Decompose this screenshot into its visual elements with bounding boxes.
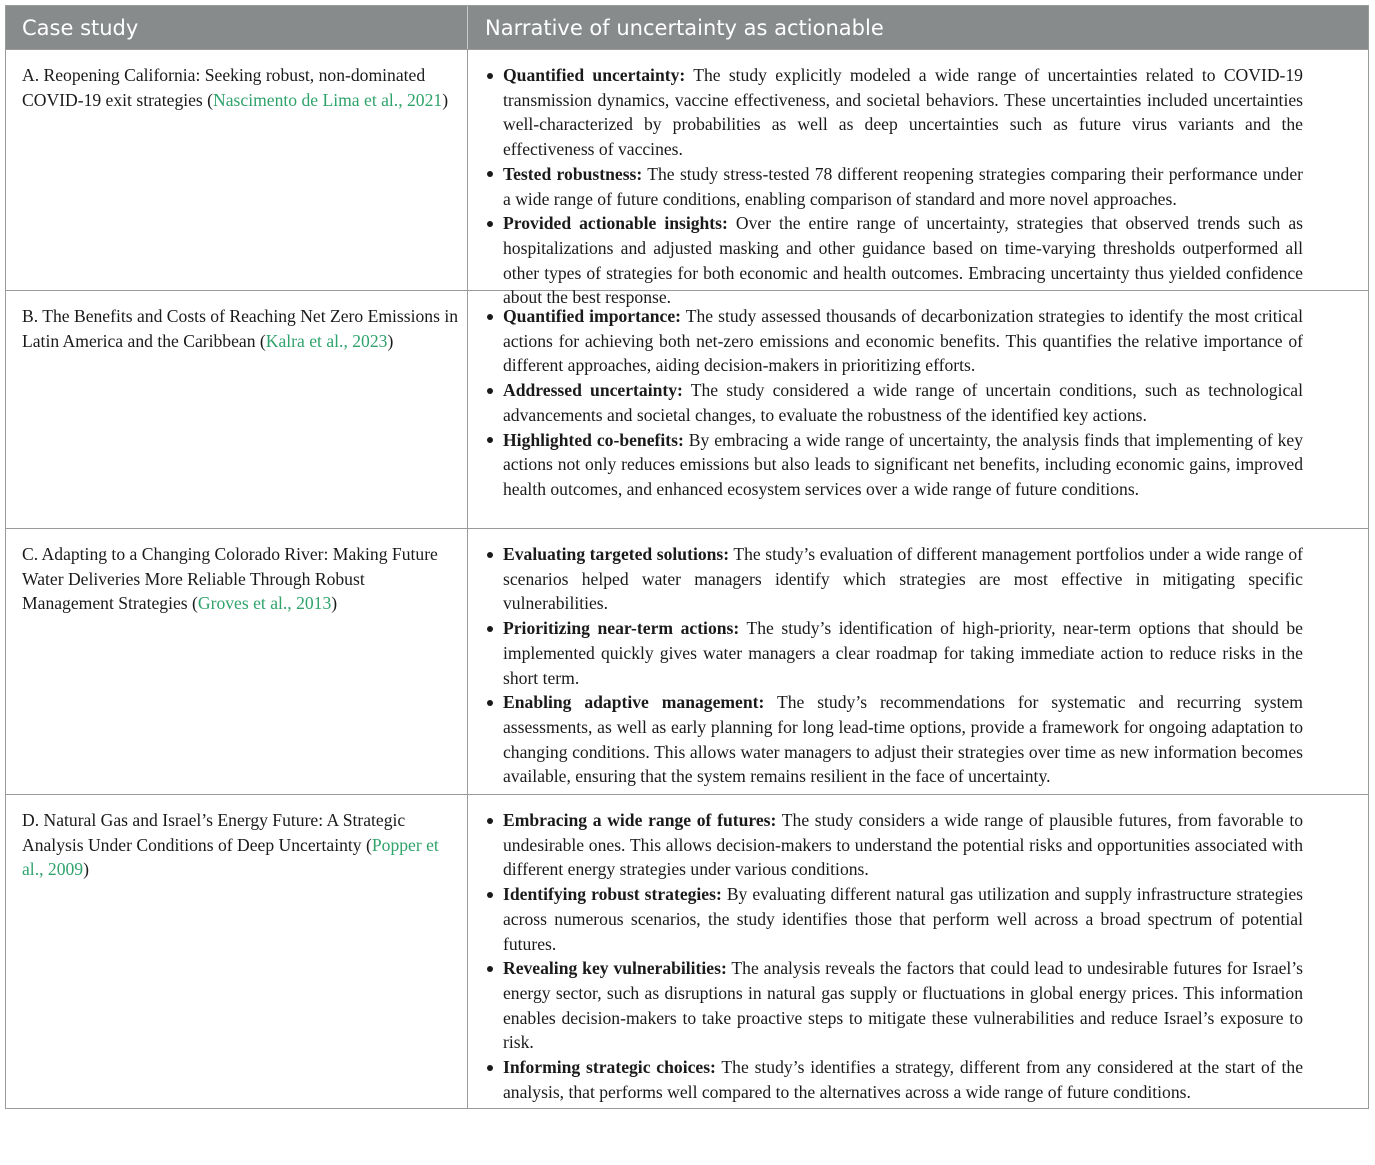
bullet-text: The study’s evaluation of different management portfolios under a wide range of scenarios helped water managers identify which strategies are most effective in mitigating specific vulnerabilities. bbox=[503, 544, 1303, 614]
list-item bbox=[486, 956, 1303, 1055]
bullet-icon bbox=[487, 73, 493, 79]
bullet-icon bbox=[487, 966, 493, 972]
bullet-text: The study considered a wide range of uncertain conditions, such as technological advancements and societal changes, to evaluate the robustness of the identified key actions. bbox=[503, 380, 1303, 425]
bullet-text: The analysis reveals the factors that could lead to undesirable futures for Israel’s energy sector, such as disruptions in natural gas supply or fluctuations in global energy prices. This information enables decision-makers to take proactive steps to mitigate these vulnerabilities and reduce Israel’s exposure to risk. bbox=[503, 958, 1303, 1053]
bullet-icon bbox=[487, 314, 493, 320]
case-title: D. Natural Gas and Israel’s Energy Future: A Strategic Analysis Under Conditions of Deep Uncertainty ( bbox=[22, 810, 406, 855]
bullet-title: Identifying robust strategies: bbox=[503, 884, 722, 905]
bullet-title: Prioritizing near-term actions: bbox=[503, 618, 740, 639]
bullet-icon bbox=[487, 892, 493, 898]
bullet-icon bbox=[487, 221, 493, 227]
bullet-text: The study’s identification of high-priority, near-term options that should be implemented quickly gives water managers a clear roadmap for taking immediate action to reduce risks in the short term. bbox=[503, 618, 1303, 688]
citation-link[interactable]: Nascimento de Lima et al., 2021 bbox=[213, 89, 443, 110]
header-narrative: Narrative of uncertainty as actionable bbox=[485, 16, 884, 40]
list-item bbox=[486, 304, 1303, 378]
case-title-end: ) bbox=[331, 593, 338, 614]
case-study-cell bbox=[6, 795, 468, 1108]
case-study-cell bbox=[6, 529, 468, 794]
list-item bbox=[486, 616, 1303, 690]
narrative-cell bbox=[468, 50, 1368, 308]
list-item bbox=[486, 690, 1303, 789]
list-item bbox=[486, 211, 1303, 310]
case-study-cell bbox=[6, 291, 468, 528]
bullet-icon bbox=[487, 388, 493, 394]
citation-link[interactable]: Groves et al., 2013 bbox=[197, 593, 332, 614]
bullet-text: Over the entire range of uncertainty, strategies that observed trends such as hospitalizations and adjusted masking and other guidance based on time-varying thresholds outperformed all other types of strategies for both economic and health outcomes. Embracing uncertainty thus yielded confidence about the best response. bbox=[503, 213, 1303, 308]
bullet-title: Tested robustness: bbox=[503, 163, 643, 184]
bullet-title: Revealing key vulnerabilities: bbox=[503, 958, 727, 979]
citation-link[interactable]: Kalra et al., 2023 bbox=[265, 330, 388, 351]
list-item bbox=[486, 1055, 1303, 1104]
bullet-icon bbox=[487, 437, 493, 443]
bullet-title: Quantified importance: bbox=[503, 306, 682, 326]
bullet-icon bbox=[487, 626, 493, 632]
bullet-text: The study considers a wide range of plausible futures, from favorable to undesirable ones. This allows decision-makers to understand the potential risks and opportunities associated with different energy strategies under various conditions. bbox=[503, 810, 1303, 880]
bullet-title: Informing strategic choices: bbox=[503, 1057, 716, 1078]
citation-link[interactable]: Popper et al., 2009 bbox=[22, 834, 439, 880]
bullet-icon bbox=[487, 171, 493, 177]
bullet-title: Highlighted co-benefits: bbox=[503, 429, 684, 450]
list-item bbox=[486, 882, 1303, 956]
list-item bbox=[486, 378, 1303, 427]
bullet-title: Evaluating targeted solutions: bbox=[503, 544, 730, 564]
table-row bbox=[6, 794, 1368, 1108]
narrative-cell bbox=[468, 291, 1368, 528]
case-title: B. The Benefits and Costs of Reaching Net Zero Emissions in Latin America and the Caribbean ( bbox=[22, 306, 459, 351]
case-title-end: ) bbox=[387, 330, 394, 351]
table-row bbox=[6, 528, 1368, 794]
bullet-title: Addressed uncertainty: bbox=[503, 380, 683, 401]
bullet-text: By embracing a wide range of uncertainty, the analysis finds that implementing of key actions not only reduces emissions but also leads to significant net benefits, including economic gains, improved health outcomes, and enhanced ecosystem services over a wide range of future conditions. bbox=[503, 429, 1303, 499]
case-study-table bbox=[5, 5, 1369, 1109]
bullet-text: By evaluating different natural gas utilization and supply infrastructure strategies across numerous scenarios, the study identifies those that perform well across a broad spectrum of potential futures. bbox=[503, 884, 1303, 954]
bullet-text: The study assessed thousands of decarbonization strategies to identify the most critical actions for achieving both net-zero emissions and economic benefits. This quantifies the relative importance of different approaches, aiding decision-makers in prioritizing efforts. bbox=[503, 306, 1303, 376]
bullet-title: Enabling adaptive management: bbox=[503, 692, 765, 713]
narrative-cell bbox=[468, 795, 1368, 1108]
table-row bbox=[6, 290, 1368, 528]
table-header bbox=[6, 6, 1368, 49]
list-item bbox=[486, 808, 1303, 882]
bullet-title: Embracing a wide range of futures: bbox=[503, 810, 777, 830]
bullet-text: The study’s identifies a strategy, different from any considered at the start of the analysis, that performs well compared to the alternatives across a wide range of future conditions. bbox=[503, 1057, 1303, 1102]
bullet-title: Quantified uncertainty: bbox=[503, 65, 686, 85]
bullet-icon bbox=[487, 700, 493, 706]
list-item bbox=[486, 542, 1303, 616]
bullet-icon bbox=[487, 818, 493, 824]
table-row bbox=[6, 49, 1368, 308]
bullet-title: Provided actionable insights: bbox=[503, 213, 728, 234]
case-title-end: ) bbox=[83, 859, 89, 880]
case-title: C. Adapting to a Changing Colorado River: Making Future Water Deliveries More Reliable Through Robust Management Strategies ( bbox=[22, 544, 438, 614]
case-title: A. Reopening California: Seeking robust, non-dominated COVID-19 exit strategies ( bbox=[22, 65, 426, 110]
bullet-icon bbox=[487, 1065, 493, 1071]
header-case-study: Case study bbox=[6, 6, 468, 49]
case-study-cell bbox=[6, 50, 468, 290]
list-item bbox=[486, 428, 1303, 502]
narrative-cell bbox=[468, 529, 1368, 794]
bullet-text: The study explicitly modeled a wide range of uncertainties related to COVID-19 transmission dynamics, vaccine effectiveness, and societal behaviors. These uncertainties included uncertainties well-characterized by probabilities as well as deep uncertainties such as future virus variants and the effectiveness of vaccines. bbox=[503, 65, 1303, 160]
case-title-end: ) bbox=[442, 89, 449, 110]
list-item bbox=[486, 63, 1303, 162]
bullet-text: The study stress-tested 78 different reopening strategies comparing their performance under a wide range of future conditions, enabling comparison of standard and more novel approaches. bbox=[503, 163, 1303, 209]
bullet-icon bbox=[487, 552, 493, 558]
list-item bbox=[486, 162, 1303, 211]
bullet-text: The study’s recommendations for systematic and recurring system assessments, as well as early planning for long lead-time options, provide a framework for ongoing adaptation to changing conditions. This allows water managers to adjust their strategies over time as new information becomes available, ensuring that the system remains resilient in the face of uncertainty. bbox=[503, 692, 1303, 787]
